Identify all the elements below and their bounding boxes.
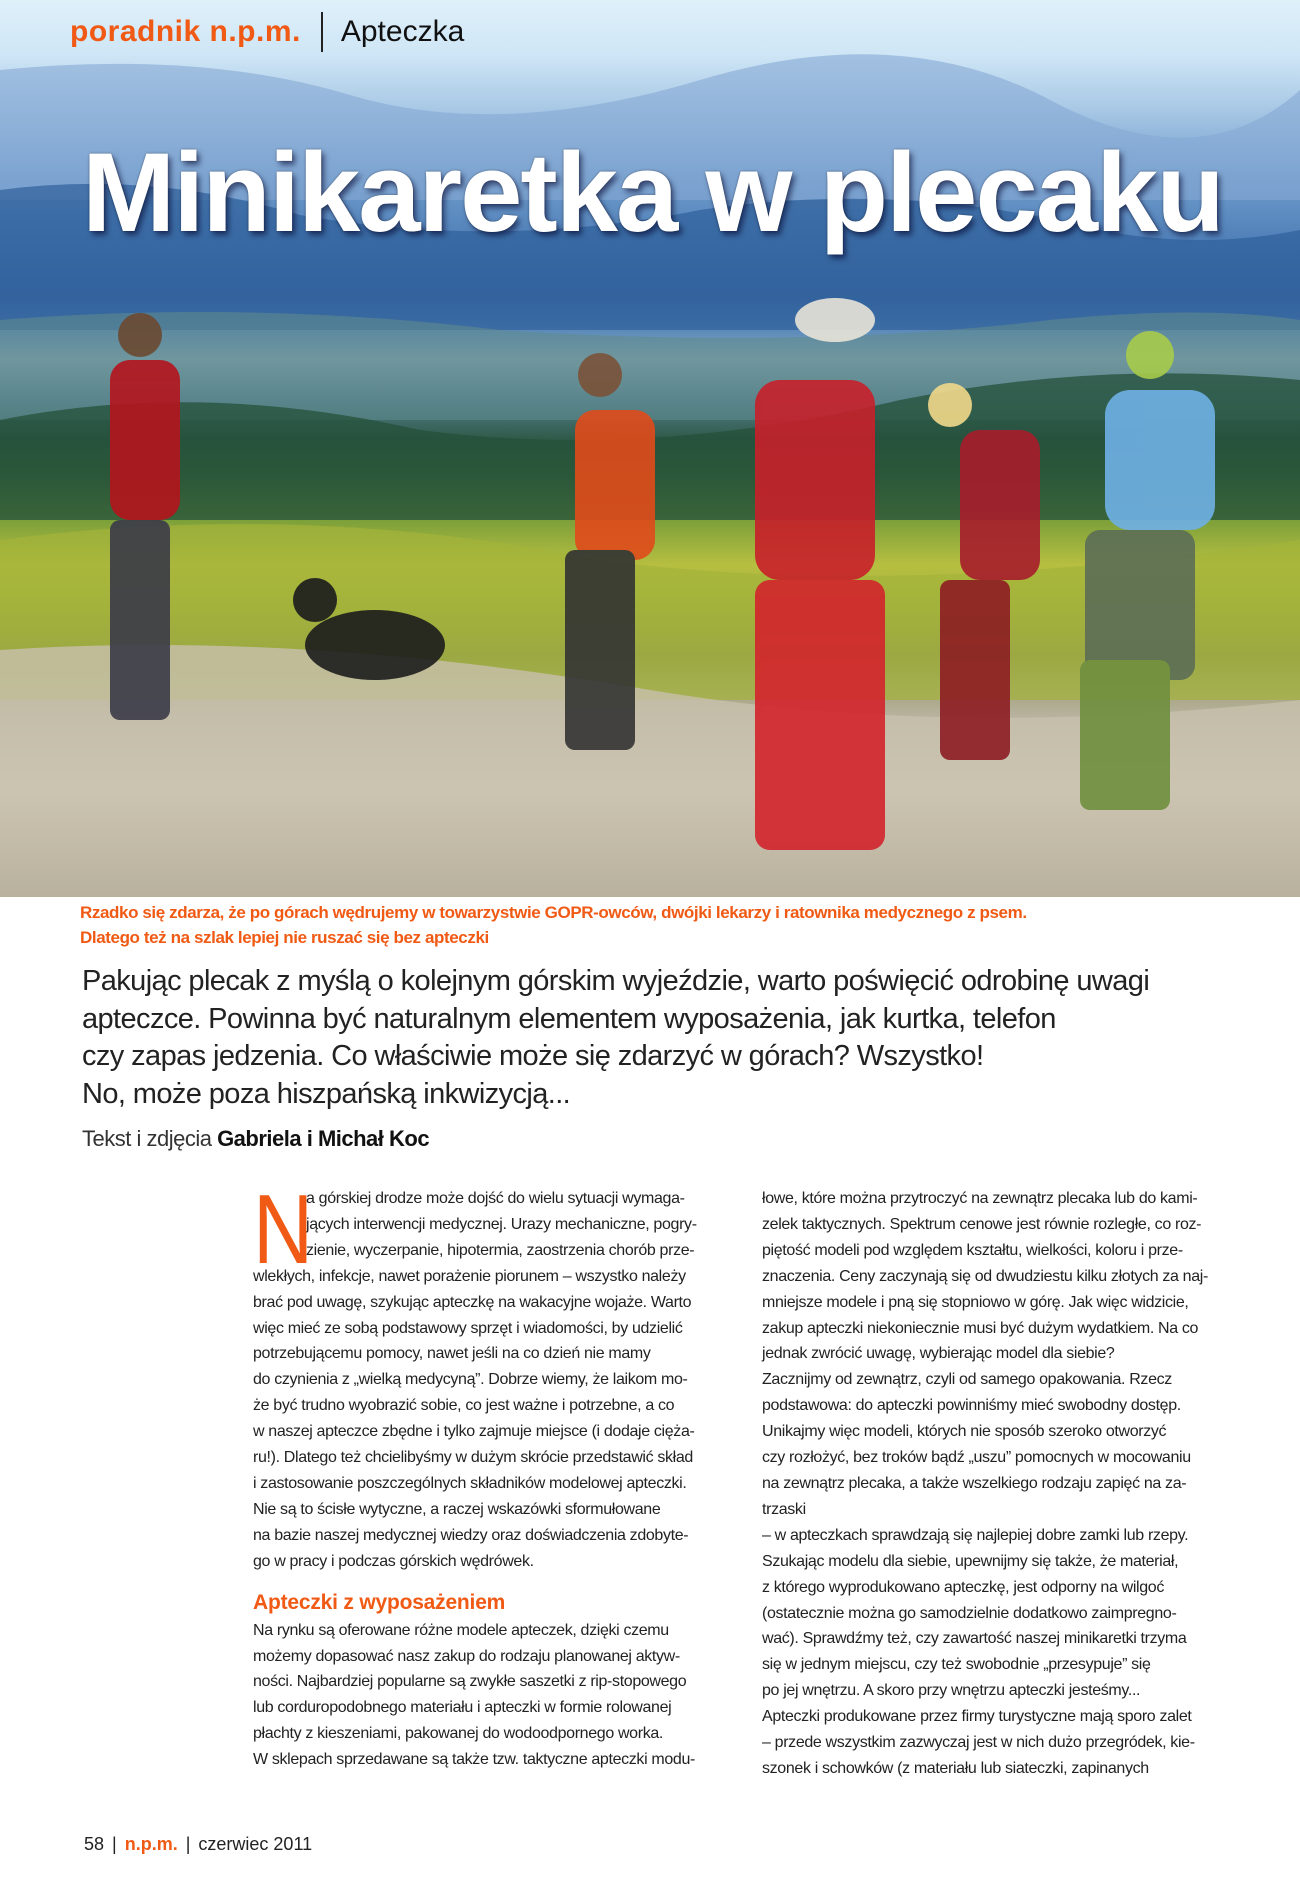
- lead-line: No, może poza hiszpańską inkwizycją...: [82, 1077, 571, 1110]
- text-line: jących interwencji medycznej. Urazy mechaniczne, pogry-: [306, 1215, 697, 1233]
- text-line: zakup apteczki niekoniecznie musi być dużym wydatkiem. Na co: [762, 1319, 1199, 1337]
- text-line: możemy dopasować nasz zakup do rodzaju planowanej aktyw-: [253, 1647, 680, 1665]
- text-line: zienie, wyczerpanie, hipotermia, zaostrzenia chorób prze-: [306, 1241, 695, 1259]
- caption-line: Rzadko się zdarza, że po górach wędrujemy w towarzystwie GOPR-owców, dwójki lekarzy i ratownika medycznego z psem.: [80, 903, 1027, 922]
- text-line: potrzebującemu pomocy, nawet jeśli na co dzień nie mamy: [253, 1345, 651, 1363]
- text-line: znaczenia. Ceny zaczynają się od dwudziestu kilku złotych za naj-: [762, 1267, 1208, 1285]
- paragraph-intro: [253, 1174, 733, 1575]
- footer-divider: |: [112, 1834, 117, 1854]
- text-line: brać pod uwagę, szykując apteczkę na wakacyjne wojaże. Warto: [253, 1293, 692, 1311]
- text-line: go w pracy i podczas górskich wędrówek.: [253, 1552, 534, 1570]
- text-line: W sklepach sprzedawane są także tzw. taktyczne apteczki modu-: [253, 1751, 695, 1769]
- text-line: zelek taktycznych. Spektrum cenowe jest równie rozległe, co roz-: [762, 1215, 1202, 1233]
- text-line: na zewnątrz plecaka, a także wszelkiego rodzaju zapięć na za-: [762, 1474, 1187, 1492]
- text-line: Nie są to ścisłe wytyczne, a raczej wskazówki sformułowane: [253, 1500, 661, 1518]
- text-line: mniejsze modele i pną się stopniowo w górę. Jak więc widzicie,: [762, 1293, 1189, 1311]
- text-line: płachty z kieszeniami, pakowanej do wodoodpornego worka.: [253, 1725, 663, 1743]
- lead-line: Pakując plecak z myślą o kolejnym górskim wyjeździe, warto poświęcić odrobinę uwagi: [82, 965, 1150, 997]
- text-line: wać). Sprawdźmy też, czy zawartość naszej minikaretki trzyma: [762, 1630, 1187, 1648]
- text-line: jednak zwrócić uwagę, wybierając model dla siebie?: [762, 1345, 1115, 1363]
- text-line: Na rynku są oferowane różne modele apteczek, dzięki czemu: [253, 1621, 669, 1639]
- text-line: ności. Najbardziej popularne są zwykłe saszetki z rip-stopowego: [253, 1673, 687, 1691]
- text-line: na bazie naszej medycznej wiedzy oraz doświadczenia zdobyte-: [253, 1526, 689, 1544]
- magazine-section-brand: poradnik n.p.m.: [70, 15, 301, 48]
- text-line: że być trudno wyobrazić sobie, co jest ważne i potrzebne, a co: [253, 1397, 675, 1415]
- text-line: trzaski: [762, 1500, 806, 1518]
- text-line: do czynienia z „wielką medycyną”. Dobrze wiemy, że laikom mo-: [253, 1371, 688, 1389]
- text-line: lub corduropodobnego materiału i apteczki w formie rolowanej: [253, 1699, 672, 1717]
- text-line: podstawowa: do apteczki powinniśmy mieć swobodny dostęp.: [762, 1397, 1181, 1415]
- text-line: ru!). Dlatego też chcielibyśmy w dużym skrócie przedstawić skład: [253, 1449, 693, 1467]
- footer-divider: |: [185, 1834, 191, 1854]
- lead-line: czy zapas jedzenia. Co właściwie może się zdarzyć w górach? Wszystko!: [82, 1040, 984, 1072]
- photo-caption: [80, 900, 1027, 950]
- header-divider: [321, 12, 323, 52]
- text-column-2: [762, 1186, 1242, 1782]
- article-title: Minikaretka w plecaku: [82, 130, 1223, 255]
- text-line: z którego wyprodukowano apteczkę, jest odporny na wilgoć: [762, 1578, 1164, 1596]
- byline: [82, 1126, 429, 1152]
- text-line: szonek i schowków (z materiału lub siateczki, zapinanych: [762, 1759, 1149, 1777]
- page-number: 58: [84, 1834, 105, 1854]
- text-line: a górskiej drodze może dojść do wielu sytuacji wymaga-: [306, 1190, 685, 1207]
- text-line: wlekłych, infekcje, nawet porażenie piorunem – wszystko należy: [253, 1267, 686, 1285]
- paragraph-continued: [762, 1186, 1242, 1782]
- section-name: Apteczka: [340, 15, 465, 48]
- subheading: Apteczki z wyposażeniem: [253, 1590, 506, 1614]
- caption-line: Dlatego też na szlak lepiej nie ruszać się bez apteczki: [80, 928, 489, 947]
- text-line: i zastosowanie poszczególnych składników modelowej apteczki.: [253, 1474, 687, 1492]
- drop-cap: N: [253, 1174, 310, 1284]
- byline-authors: Gabriela i Michał Koc: [217, 1126, 430, 1151]
- article-lead: [82, 963, 1149, 1113]
- text-line: (ostatecznie można go samodzielnie dodatkowo zaimpregno-: [762, 1604, 1177, 1622]
- text-line: – w apteczkach sprawdzają się najlepiej dobre zamki lub rzepy.: [762, 1526, 1189, 1544]
- lead-line: apteczce. Powinna być naturalnym elementem wyposażenia, jak kurtka, telefon: [82, 1002, 1056, 1035]
- text-line: po jej wnętrzu. A skoro przy wnętrzu apteczki jesteśmy...: [762, 1682, 1141, 1700]
- text-column-1: [253, 1174, 733, 1773]
- text-line: Unikajmy więc modeli, których nie sposób szeroko otworzyć: [762, 1423, 1167, 1441]
- text-line: się w jednym miejscu, czy też swobodnie „przesypuje” się: [762, 1656, 1151, 1674]
- text-line: – przede wszystkim zazwyczaj jest w nich dużo przegródek, kie-: [762, 1734, 1195, 1752]
- text-line: więc mieć ze sobą podstawowy sprzęt i wiadomości, by udzielić: [253, 1319, 683, 1337]
- footer-brand: n.p.m.: [124, 1834, 178, 1854]
- page-footer: [84, 1834, 312, 1855]
- text-line: Zacznijmy od zewnątrz, czyli od samego opakowania. Rzecz: [762, 1371, 1172, 1389]
- text-line: w naszej apteczce zbędne i tylko zajmuje miejsce (i dodaje cięża-: [253, 1423, 695, 1441]
- paragraph-kits: [253, 1618, 733, 1773]
- issue-date: czerwiec 2011: [198, 1834, 313, 1854]
- text-line: czy rozłożyć, bez troków bądź „uszu” pomocnych w mocowaniu: [762, 1449, 1191, 1467]
- text-line: piętość modeli pod względem kształtu, wielkości, koloru i prze-: [762, 1241, 1183, 1259]
- byline-prefix: Tekst i zdjęcia: [82, 1126, 218, 1151]
- section-header: [70, 12, 464, 52]
- text-line: łowe, które można przytroczyć na zewnątrz plecaka lub do kami-: [762, 1190, 1198, 1207]
- text-line: Szukając modelu dla siebie, upewnijmy się także, że materiał,: [762, 1552, 1179, 1570]
- text-line: Apteczki produkowane przez firmy turystyczne mają sporo zalet: [762, 1708, 1192, 1726]
